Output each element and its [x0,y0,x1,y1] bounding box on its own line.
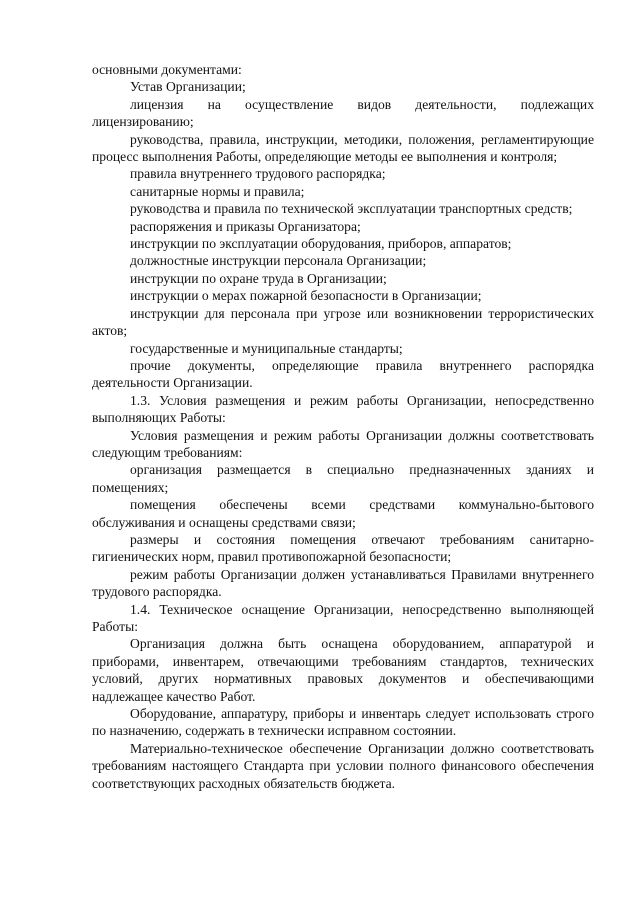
section-1-3-heading: 1.3. Условия размещения и режим работы Организации, непосредственно выполняющих Работы: [92,392,594,426]
section-1-4-heading: 1.4. Техническое оснащение Организации, непосредственно выполняющей Работы: [92,601,594,634]
paragraph-intro: основными документами: [92,62,242,77]
paragraph-placement-requirements: Условия размещения и режим работы Организации должны соответствовать следующим требованиям: [92,427,594,460]
paragraph-premises-services: помещения обеспечены всеми средствами коммунально-бытового обслуживания и оснащены средствами связи; [92,497,594,530]
paragraph-terror-instructions: инструкции для персонала при угрозе или возникновении террористических актов; [92,305,594,339]
paragraph-buildings: организация размещается в специально предназначенных зданиях и помещениях; [92,462,594,495]
paragraph-labor-rules: правила внутреннего трудового распорядка; [130,166,386,182]
paragraph-sanitary-norms: санитарные нормы и правила; [130,183,305,199]
paragraph-license: лицензия на осуществление видов деятельности, подлежащих лицензированию; [92,96,594,130]
paragraph-labor-safety: инструкции по охране труда в Организации; [130,270,387,286]
paragraph-charter: Устав Организации; [130,79,246,95]
paragraph-material-support: Материально-техническое обеспечение Организации должно соответствовать требованиям настоящего Стандарта при условии полного финансового обеспечения соответствующих расходных обязательств бюджета. [92,740,594,791]
document-page [92,61,594,792]
paragraph-equipment-usage: Оборудование, аппаратуру, приборы и инвентарь следует использовать строго по назначению, содержать в технически исправном состоянии. [92,706,594,739]
paragraph-other-documents: прочие документы, определяющие правила внутреннего распорядка деятельности Организации. [92,357,594,391]
paragraph-work-mode: режим работы Организации должен устанавливаться Правилами внутреннего трудового распорядка. [92,566,594,600]
paragraph-vehicle-rules: руководства и правила по технической эксплуатации транспортных средств; [130,201,573,217]
paragraph-orders: распоряжения и приказы Организатора; [130,218,361,234]
paragraph-equipment-instructions: инструкции по эксплуатации оборудования, приборов, аппаратов; [130,236,512,252]
paragraph-fire-safety: инструкции о мерах пожарной безопасности в Организации; [130,288,482,304]
paragraph-standards: государственные и муниципальные стандарты; [130,340,403,356]
paragraph-premises-size: размеры и состояния помещения отвечают требованиям санитарно-гигиенических норм, правил противопожарной безопасности; [92,531,594,565]
paragraph-job-instructions: должностные инструкции персонала Организации; [130,253,427,269]
paragraph-manuals: руководства, правила, инструкции, методики, положения, регламентирующие процесс выполнения Работы, определяющие методы ее выполнения и контроля; [92,131,594,165]
paragraph-equipment-requirements: Организация должна быть оснащена оборудованием, аппаратурой и приборами, инвентарем, отвечающими требованиям стандартов, технических условий, других нормативных правовых документов и обеспечивающими надлежащее качество Работ. [92,636,594,704]
